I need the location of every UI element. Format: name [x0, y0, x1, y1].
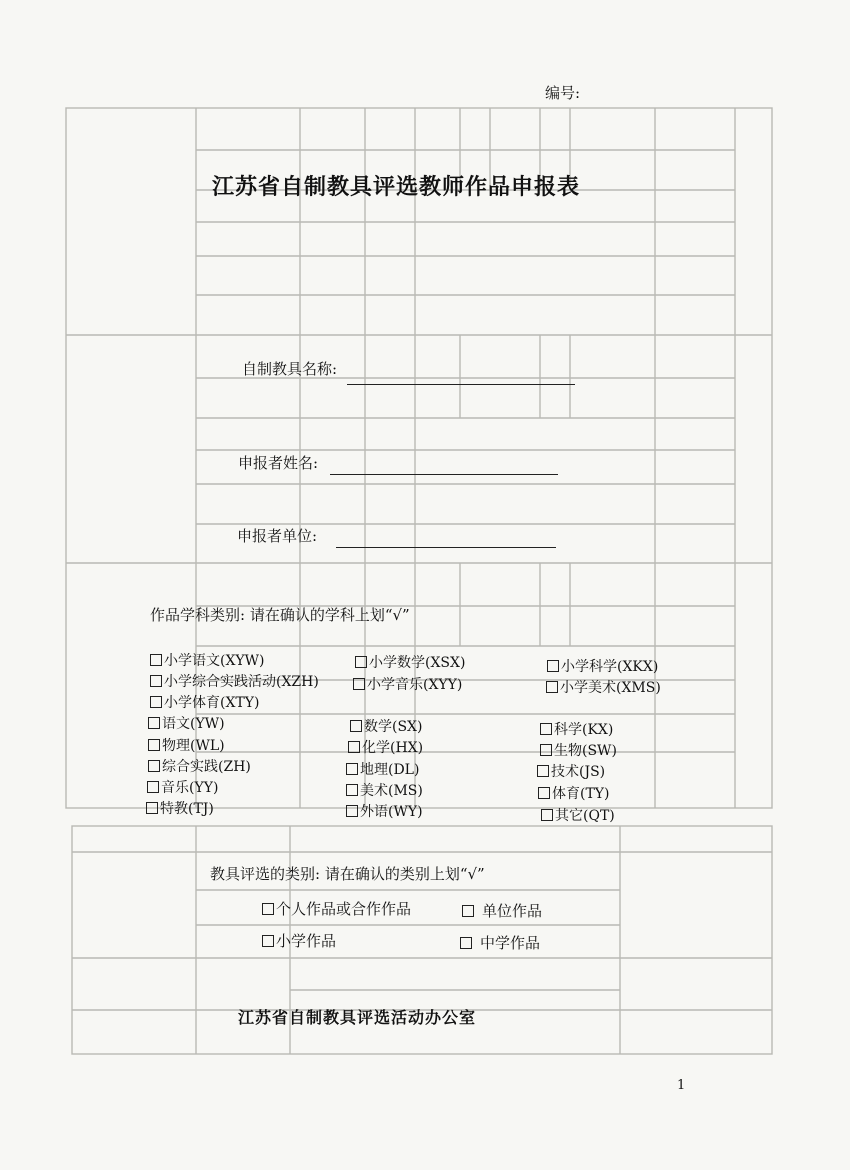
subject-option-primary-art[interactable]: 小学美术(XMS) — [546, 677, 661, 697]
checkbox-icon[interactable] — [150, 675, 162, 687]
applicant-unit-label: 申报者单位: — [237, 527, 318, 545]
checkbox-icon[interactable] — [148, 760, 160, 772]
checkbox-icon[interactable] — [540, 744, 552, 756]
subject-option-science[interactable]: 科学(KX) — [540, 719, 613, 739]
checkbox-icon[interactable] — [150, 654, 162, 666]
teaching-aid-name-label: 自制教具名称: — [242, 360, 338, 378]
category-option-secondary-school[interactable]: 中学作品 — [460, 932, 540, 953]
checkbox-icon[interactable] — [355, 656, 367, 668]
subject-option-foreign-language[interactable]: 外语(WY) — [346, 801, 423, 821]
checkbox-icon[interactable] — [547, 660, 559, 672]
subject-option-primary-math[interactable]: 小学数学(XSX) — [355, 652, 465, 672]
checkbox-icon[interactable] — [150, 696, 162, 708]
subject-option-geography[interactable]: 地理(DL) — [346, 759, 419, 779]
category-prompt: 教具评选的类别: 请在确认的类别上划“√” — [210, 865, 485, 883]
subject-option-art[interactable]: 美术(MS) — [346, 780, 423, 800]
subject-option-primary-pe[interactable]: 小学体育(XTY) — [150, 692, 259, 712]
subject-option-pe[interactable]: 体育(TY) — [538, 783, 610, 803]
subject-option-other[interactable]: 其它(QT) — [541, 805, 615, 825]
subject-category-prompt: 作品学科类别: 请在确认的学科上划“√” — [150, 606, 410, 624]
checkbox-icon[interactable] — [546, 681, 558, 693]
serial-number-label: 编号: — [545, 84, 581, 102]
checkbox-icon[interactable] — [346, 784, 358, 796]
subject-option-special-education[interactable]: 特教(TJ) — [146, 798, 214, 818]
checkbox-icon[interactable] — [147, 781, 159, 793]
applicant-name-label: 申报者姓名: — [238, 454, 319, 472]
category-option-individual-or-joint[interactable]: 个人作品或合作作品 — [262, 898, 411, 919]
checkbox-icon[interactable] — [537, 765, 549, 777]
checkbox-icon[interactable] — [262, 903, 274, 915]
checkbox-icon[interactable] — [350, 720, 362, 732]
page-title: 江苏省自制教具评选教师作品申报表 — [212, 175, 581, 200]
checkbox-icon[interactable] — [348, 741, 360, 753]
checkbox-icon[interactable] — [541, 809, 553, 821]
checkbox-icon[interactable] — [462, 905, 474, 917]
subject-option-physics[interactable]: 物理(WL) — [148, 735, 225, 755]
subject-option-math[interactable]: 数学(SX) — [350, 716, 422, 736]
subject-option-music[interactable]: 音乐(YY) — [147, 777, 218, 797]
subject-option-chinese[interactable]: 语文(YW) — [148, 713, 225, 733]
subject-option-chemistry[interactable]: 化学(HX) — [348, 737, 423, 757]
applicant-unit-field[interactable] — [336, 547, 556, 548]
checkbox-icon[interactable] — [460, 937, 472, 949]
subject-option-primary-science[interactable]: 小学科学(XKX) — [547, 656, 658, 676]
category-option-unit[interactable]: 单位作品 — [462, 900, 542, 921]
applicant-name-field[interactable] — [330, 474, 558, 475]
subject-option-primary-practice[interactable]: 小学综合实践活动(XZH) — [150, 671, 319, 691]
checkbox-icon[interactable] — [346, 805, 358, 817]
checkbox-icon[interactable] — [346, 763, 358, 775]
checkbox-icon[interactable] — [538, 787, 550, 799]
issuing-office: 江苏省自制教具评选活动办公室 — [238, 1008, 477, 1027]
checkbox-icon[interactable] — [148, 717, 160, 729]
subject-option-primary-music[interactable]: 小学音乐(XYY) — [353, 674, 462, 694]
subject-option-biology[interactable]: 生物(SW) — [540, 740, 617, 760]
checkbox-icon[interactable] — [540, 723, 552, 735]
teaching-aid-name-field[interactable] — [347, 384, 575, 385]
subject-option-technology[interactable]: 技术(JS) — [537, 761, 605, 781]
subject-option-primary-chinese[interactable]: 小学语文(XYW) — [150, 650, 265, 670]
page-number: 1 — [677, 1078, 686, 1093]
subject-option-comprehensive-practice[interactable]: 综合实践(ZH) — [148, 756, 251, 776]
checkbox-icon[interactable] — [146, 802, 158, 814]
checkbox-icon[interactable] — [262, 935, 274, 947]
checkbox-icon[interactable] — [353, 678, 365, 690]
category-option-primary-school[interactable]: 小学作品 — [262, 930, 336, 951]
checkbox-icon[interactable] — [148, 739, 160, 751]
